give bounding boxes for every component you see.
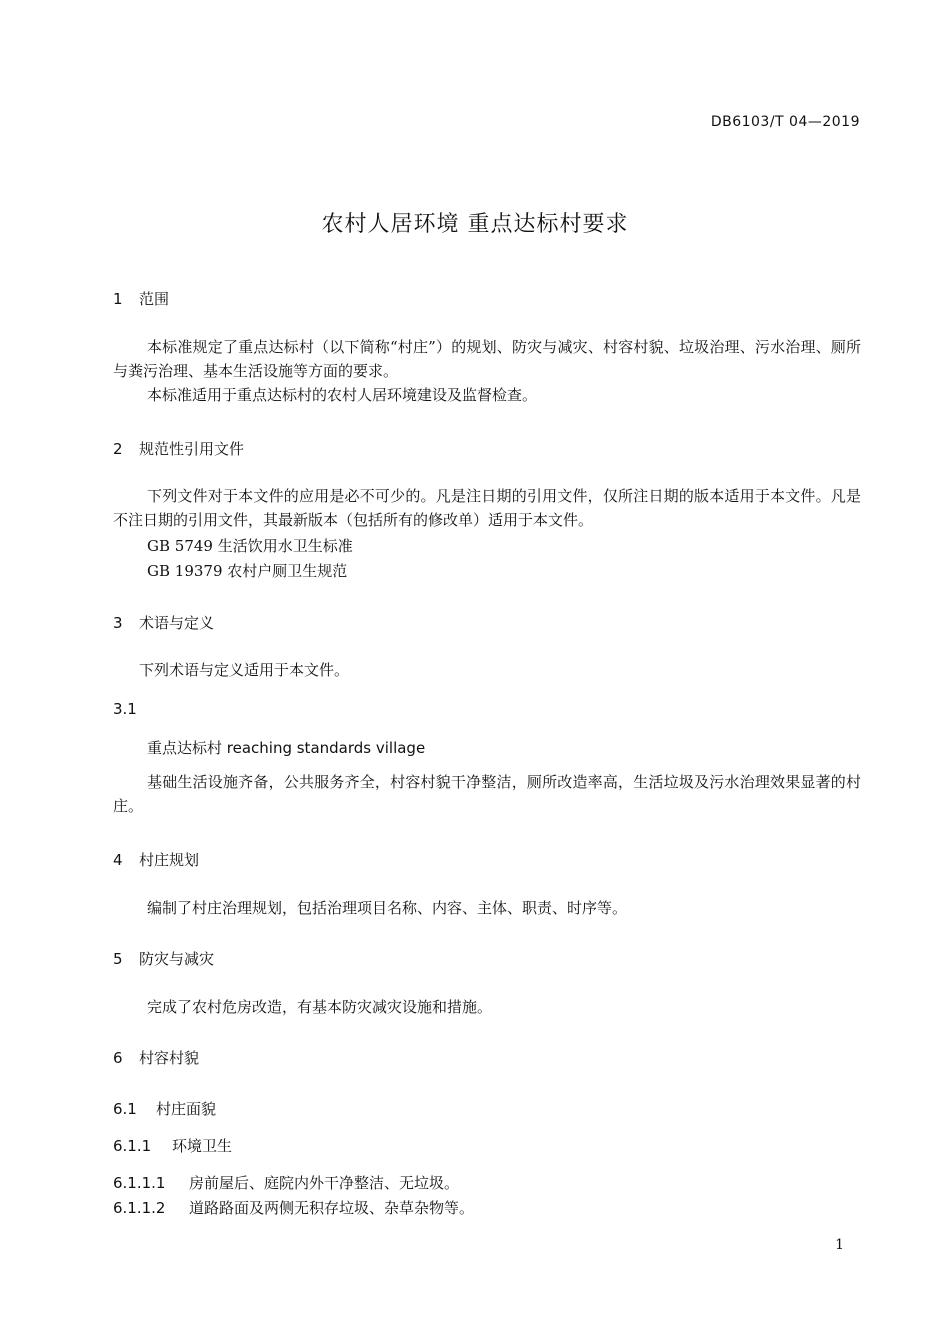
term-number: 3.1 [113,700,137,718]
section-number: 1 [113,290,123,308]
clause-item [113,1172,459,1193]
page-number: 1 [835,1237,844,1253]
section-number: 6 [113,1049,123,1067]
section-2-heading [113,438,244,459]
term-definition: 基础生活设施齐备，公共服务齐全，村容村貌干净整洁，厕所改造率高，生活垃圾及污水治理效果显著的村庄。 [113,773,861,815]
section-title: 村庄规划 [139,851,200,869]
section-2-paragraph-1: 下列文件对于本文件的应用是必不可少的。凡是注日期的引用文件，仅所注日期的版本适用于本文件。凡是不注日期的引用文件，其最新版本（包括所有的修改单）适用于本文件。 [113,487,861,529]
section-title: 规范性引用文件 [139,440,245,458]
clause-number: 6.1.1.1 [113,1174,166,1192]
section-number: 4 [113,851,123,869]
section-number: 5 [113,950,123,968]
subsection-number: 6.1.1 [113,1137,152,1155]
section-5-paragraph-1: 完成了农村危房改造，有基本防灾减灾设施和措施。 [147,998,493,1016]
section-4-heading [113,849,199,870]
section-number: 3 [113,614,123,632]
document-title: 农村人居环境 重点达标村要求 [321,212,629,237]
term-title: 重点达标村 reaching standards village [147,739,426,757]
subsection-6-1-heading [113,1098,216,1119]
section-3-paragraph-1: 下列术语与定义适用于本文件。 [139,661,350,679]
section-3-heading [113,612,214,633]
section-title: 术语与定义 [139,614,215,632]
normative-reference: GB 19379 农村户厕卫生规范 [147,562,348,580]
clause-number: 6.1.1.2 [113,1199,166,1217]
normative-reference: GB 5749 生活饮用水卫生标准 [147,537,353,555]
section-1-paragraph-2: 本标准适用于重点达标村的农村人居环境建设及监督检查。 [147,386,538,404]
subsection-6-1-1-heading [113,1135,232,1156]
section-1-heading [113,288,169,309]
clause-text: 房前屋后、庭院内外干净整洁、无垃圾。 [189,1174,460,1192]
section-4-paragraph-1: 编制了村庄治理规划，包括治理项目名称、内容、主体、职责、时序等。 [147,899,628,917]
section-title: 范围 [139,290,170,308]
clause-item [113,1197,474,1218]
subsection-number: 6.1 [113,1100,137,1118]
section-title: 村容村貌 [139,1049,200,1067]
clause-text: 道路路面及两侧无积存垃圾、杂草杂物等。 [189,1199,475,1217]
section-title: 防灾与减灾 [139,950,215,968]
section-6-heading [113,1047,199,1068]
section-number: 2 [113,440,123,458]
subsection-title: 环境卫生 [172,1137,233,1155]
standard-code: DB6103/T 04—2019 [710,114,860,130]
section-5-heading [113,948,214,969]
section-1-paragraph-1: 本标准规定了重点达标村（以下简称“村庄”）的规划、防灾与减灾、村容村貌、垃圾治理、污水治理、厕所与粪污治理、基本生活设施等方面的要求。 [113,338,861,380]
subsection-title: 村庄面貌 [156,1100,217,1118]
